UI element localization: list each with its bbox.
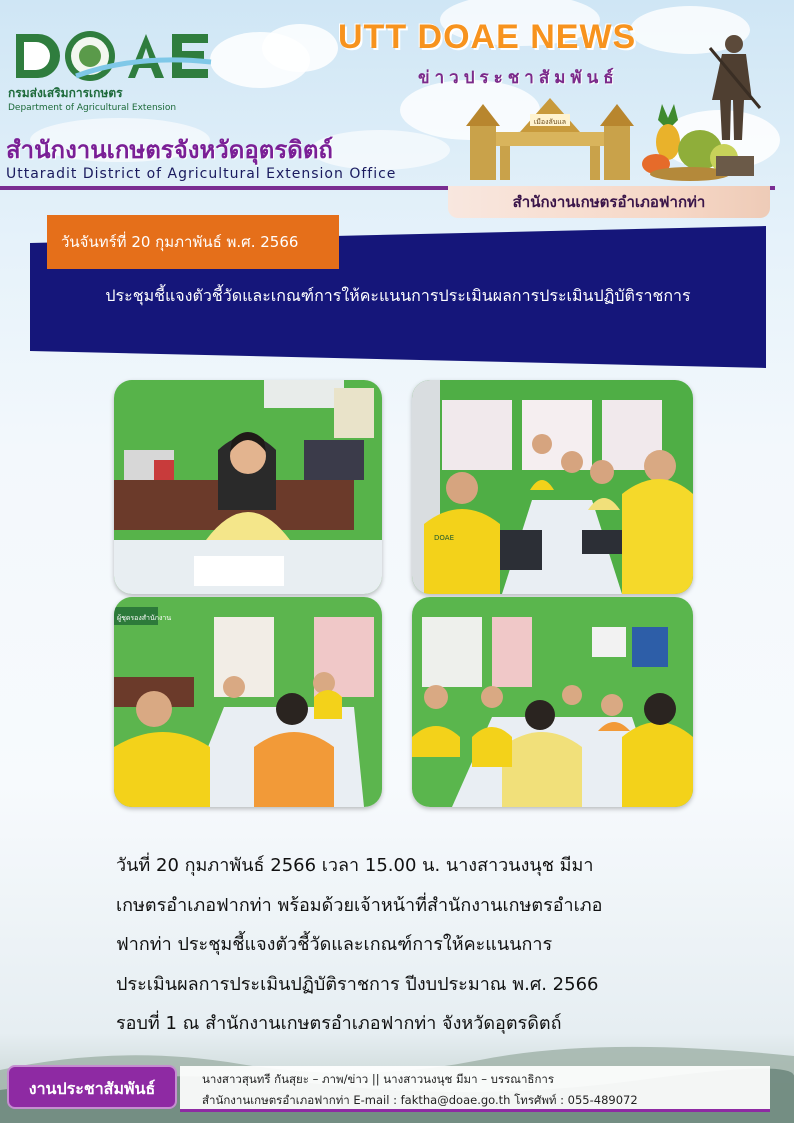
article-line: ประเมินผลการประเมินปฏิบัติราชการ ปีงบประมาณ พ.ศ. 2566: [116, 973, 599, 995]
statue-illustration: [700, 28, 770, 178]
date-tag: วันจันทร์ที่ 20 กุมภาพันธ์ พ.ศ. 2566: [47, 215, 339, 269]
article-line: เกษตรอำเภอฟากท่า พร้อมด้วยเจ้าหน้าที่สำนักงานเกษตรอำเภอ: [116, 894, 603, 916]
room-sign-text: ผู้ชุดรองสำนักงาน: [117, 614, 172, 622]
public-relations-label: งานประชาสัมพันธ์: [7, 1065, 177, 1109]
photo-staff-reviewing-documents: [114, 597, 382, 807]
district-office-tag: สำนักงานเกษตรอำเภอฟากท่า: [448, 186, 770, 218]
photo-officer-at-desk: [114, 380, 382, 594]
footer-credits: นางสาวสุนทรี กันสุยะ – ภาพ/ข่าว || นางสาวนงนุช มีมา – บรรณาธิการ: [202, 1072, 555, 1086]
gate-sign-text: เมืองลับแล: [533, 118, 567, 126]
logo-thai-name: กรมส่งเสริมการเกษตร: [8, 86, 123, 100]
office-english-name: Uttaradit District of Agricultural Extension Office: [6, 166, 397, 182]
article-line: ฟากท่า ประชุมชี้แจงตัวชี้วัดและเกณฑ์การให้คะแนนการ: [116, 934, 553, 955]
article-body: [116, 846, 696, 1044]
photo-group-meeting: [412, 597, 693, 807]
office-thai-name: สำนักงานเกษตรจังหวัดอุตรดิตถ์: [6, 136, 333, 164]
logo-caption: [8, 84, 176, 113]
city-gate-illustration: [460, 96, 640, 180]
footer-info: [180, 1066, 770, 1112]
shirt-logo-text: DOAE: [434, 534, 454, 542]
news-title: UTT DOAE NEWS: [338, 18, 637, 56]
news-subtitle: ข่าวประชาสัมพันธ์: [418, 68, 619, 88]
article-line: วันที่ 20 กุมภาพันธ์ 2566 เวลา 15.00 น. นางสาวนงนุช มีมา: [116, 855, 594, 876]
article-line: รอบที่ 1 ณ สำนักงานเกษตรอำเภอฟากท่า จังหวัดอุตรดิตถ์: [116, 1013, 562, 1034]
headline: ประชุมชี้แจงตัวชี้วัดและเกณฑ์การให้คะแนนการประเมินผลการประเมินปฏิบัติราชการ: [105, 286, 691, 305]
photo-meeting-table: [412, 380, 693, 594]
logo-english-name: Department of Agricultural Extension: [8, 103, 177, 113]
footer-contact: สำนักงานเกษตรอำเภอฟากท่า E-mail : faktha@doae.go.th โทรศัพท์ : 055-489072: [202, 1093, 638, 1107]
